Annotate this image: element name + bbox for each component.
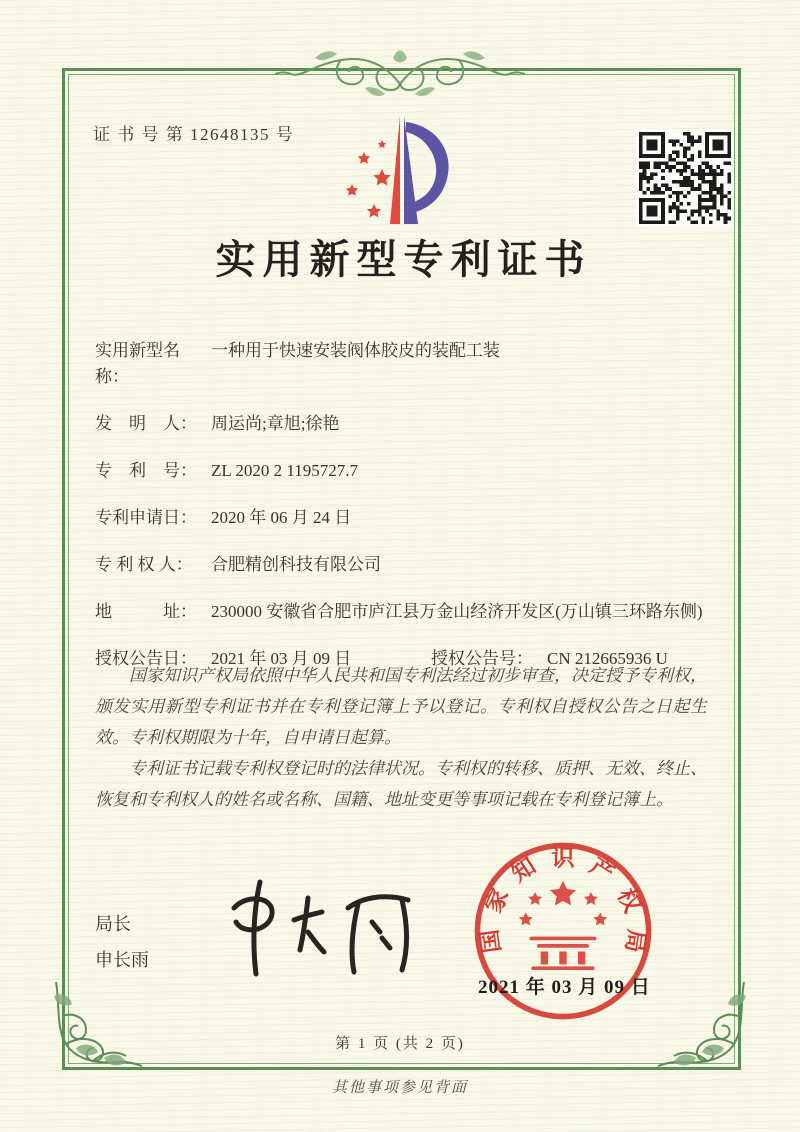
- field-label: 地 址：: [95, 602, 197, 621]
- field-value: 230000 安徽省合肥市庐江县万金山经济开发区(万山镇三环路东侧): [211, 602, 703, 621]
- cnipa-logo-icon: [340, 112, 452, 232]
- field-label: 专利申请日：: [95, 508, 197, 527]
- field-label: 实用新型名称：: [95, 341, 180, 386]
- corner-ornament-bottom-right: [658, 976, 754, 1072]
- field-label: 授权公告日：: [95, 649, 197, 668]
- field-label: 发 明 人：: [95, 414, 197, 433]
- legal-text: [95, 660, 707, 815]
- page-number: 第 1 页 (共 2 页): [335, 1036, 465, 1052]
- field-patentee: [95, 552, 707, 578]
- field-label: 专 利 权 人：: [95, 555, 193, 574]
- field-value: CN 212665936 U: [547, 649, 668, 668]
- field-patent-number: [95, 458, 707, 484]
- field-label: 授权公告号：: [431, 649, 533, 668]
- top-ornament: [275, 40, 525, 104]
- field-value: 2021 年 03 月 09 日: [211, 649, 352, 668]
- field-address: [95, 599, 707, 625]
- qr-code: [636, 129, 734, 227]
- director-title: 局长: [95, 914, 131, 934]
- field-label: 专 利 号：: [95, 461, 197, 480]
- national-emblem-icon: [519, 881, 607, 970]
- legal-paragraph: 国家知识产权局依照中华人民共和国专利法经过初步审查，决定授予专利权，颁发实用新型专利证书并在专利登记簿上予以登记。专利权自授权公告之日起生效。专利权期限为十年，自申请日起算。: [95, 666, 707, 747]
- field-value: 合肥精创科技有限公司: [211, 555, 381, 574]
- seal-date: 2021 年 03 月 09 日: [478, 977, 651, 998]
- seal-ring-text: 国家知识产权局: [477, 845, 649, 955]
- field-inventors: [95, 411, 707, 437]
- field-value: 2020 年 06 月 24 日: [211, 508, 352, 527]
- back-side-note: 其他事项参见背面: [331, 1080, 468, 1096]
- field-value: 一种用于快速安装阀体胶皮的装配工装: [211, 341, 500, 360]
- director-block: [95, 906, 149, 978]
- field-value: 周运尚;章旭;徐艳: [211, 414, 340, 433]
- corner-ornament-bottom-left: [46, 976, 142, 1072]
- director-name: 申长雨: [95, 950, 149, 970]
- director-signature: [216, 868, 426, 986]
- field-value: ZL 2020 2 1195727.7: [211, 461, 359, 480]
- certificate-title: 实用新型专利证书: [215, 237, 592, 282]
- legal-paragraph: 专利证书记载专利权登记时的法律状况。专利权的转移、质押、无效、终止、恢复和专利权人的姓名或名称、国籍、地址变更等事项记载在专利登记簿上。: [95, 759, 707, 809]
- field-filing-date: [95, 505, 707, 531]
- field-utility-model-name: [95, 338, 707, 390]
- fields-block: [95, 338, 707, 693]
- certificate-number: 证 书 号 第 12648135 号: [93, 125, 295, 144]
